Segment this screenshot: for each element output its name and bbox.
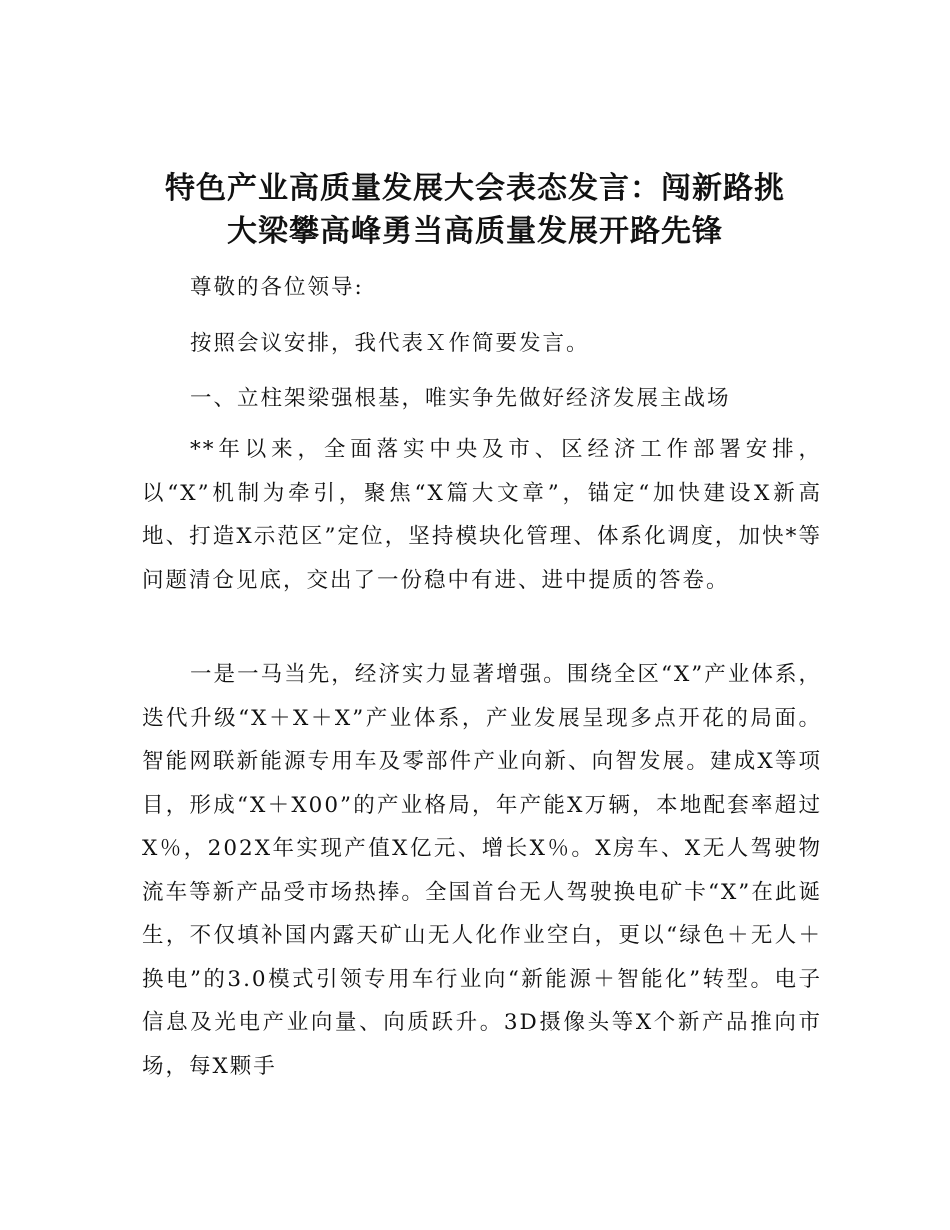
title-line-2: 大梁攀高峰勇当高质量发展开路先锋: [227, 214, 723, 249]
salutation: 尊敬的各位领导:: [190, 275, 364, 300]
paragraph-1: **年以来，全面落实中央及市、区经济工作部署安排，以“X”机制为牵引，聚焦“X篇大文章”，锚定“加快建设X新高地、打造X示范区”定位，坚持模块化管理、体系化调度，加快*等问题清仓见底，交出了一份稳中有进、进中提质的答卷。: [142, 437, 822, 593]
paragraph-2: 一是一马当先，经济实力显著增强。围绕全区“X”产业体系，迭代升级“X＋X＋X”产业体系，产业发展呈现多点开花的局面。智能网联新能源专用车及零部件产业向新、向智发展。建成X等项目，形成“X＋X00”的产业格局，年产能X万辆，本地配套率超过X％，202X年实现产值X亿元、增长X％。X房车、X无人驾驶物流车等新产品受市场热捧。全国首台无人驾驶换电矿卡“X”在此诞生，不仅填补国内露天矿山无人化作业空白，更以“绿色＋无人＋换电”的3.0模式引领专用车行业向“新能源＋智能化”转型。电子信息及光电产业向量、向质跃升。3D摄像头等X个新产品推向市场，每X颗手: [142, 662, 822, 1079]
opening-statement: 按照会议安排，我代表Ｘ作简要发言。: [190, 331, 590, 356]
section-1-heading: 一、立柱架梁强根基，唯实争先做好经济发展主战场: [190, 386, 731, 411]
title-line-1: 特色产业高质量发展大会表态发言：闯新路挑: [165, 171, 785, 206]
document-title: [120, 167, 830, 253]
